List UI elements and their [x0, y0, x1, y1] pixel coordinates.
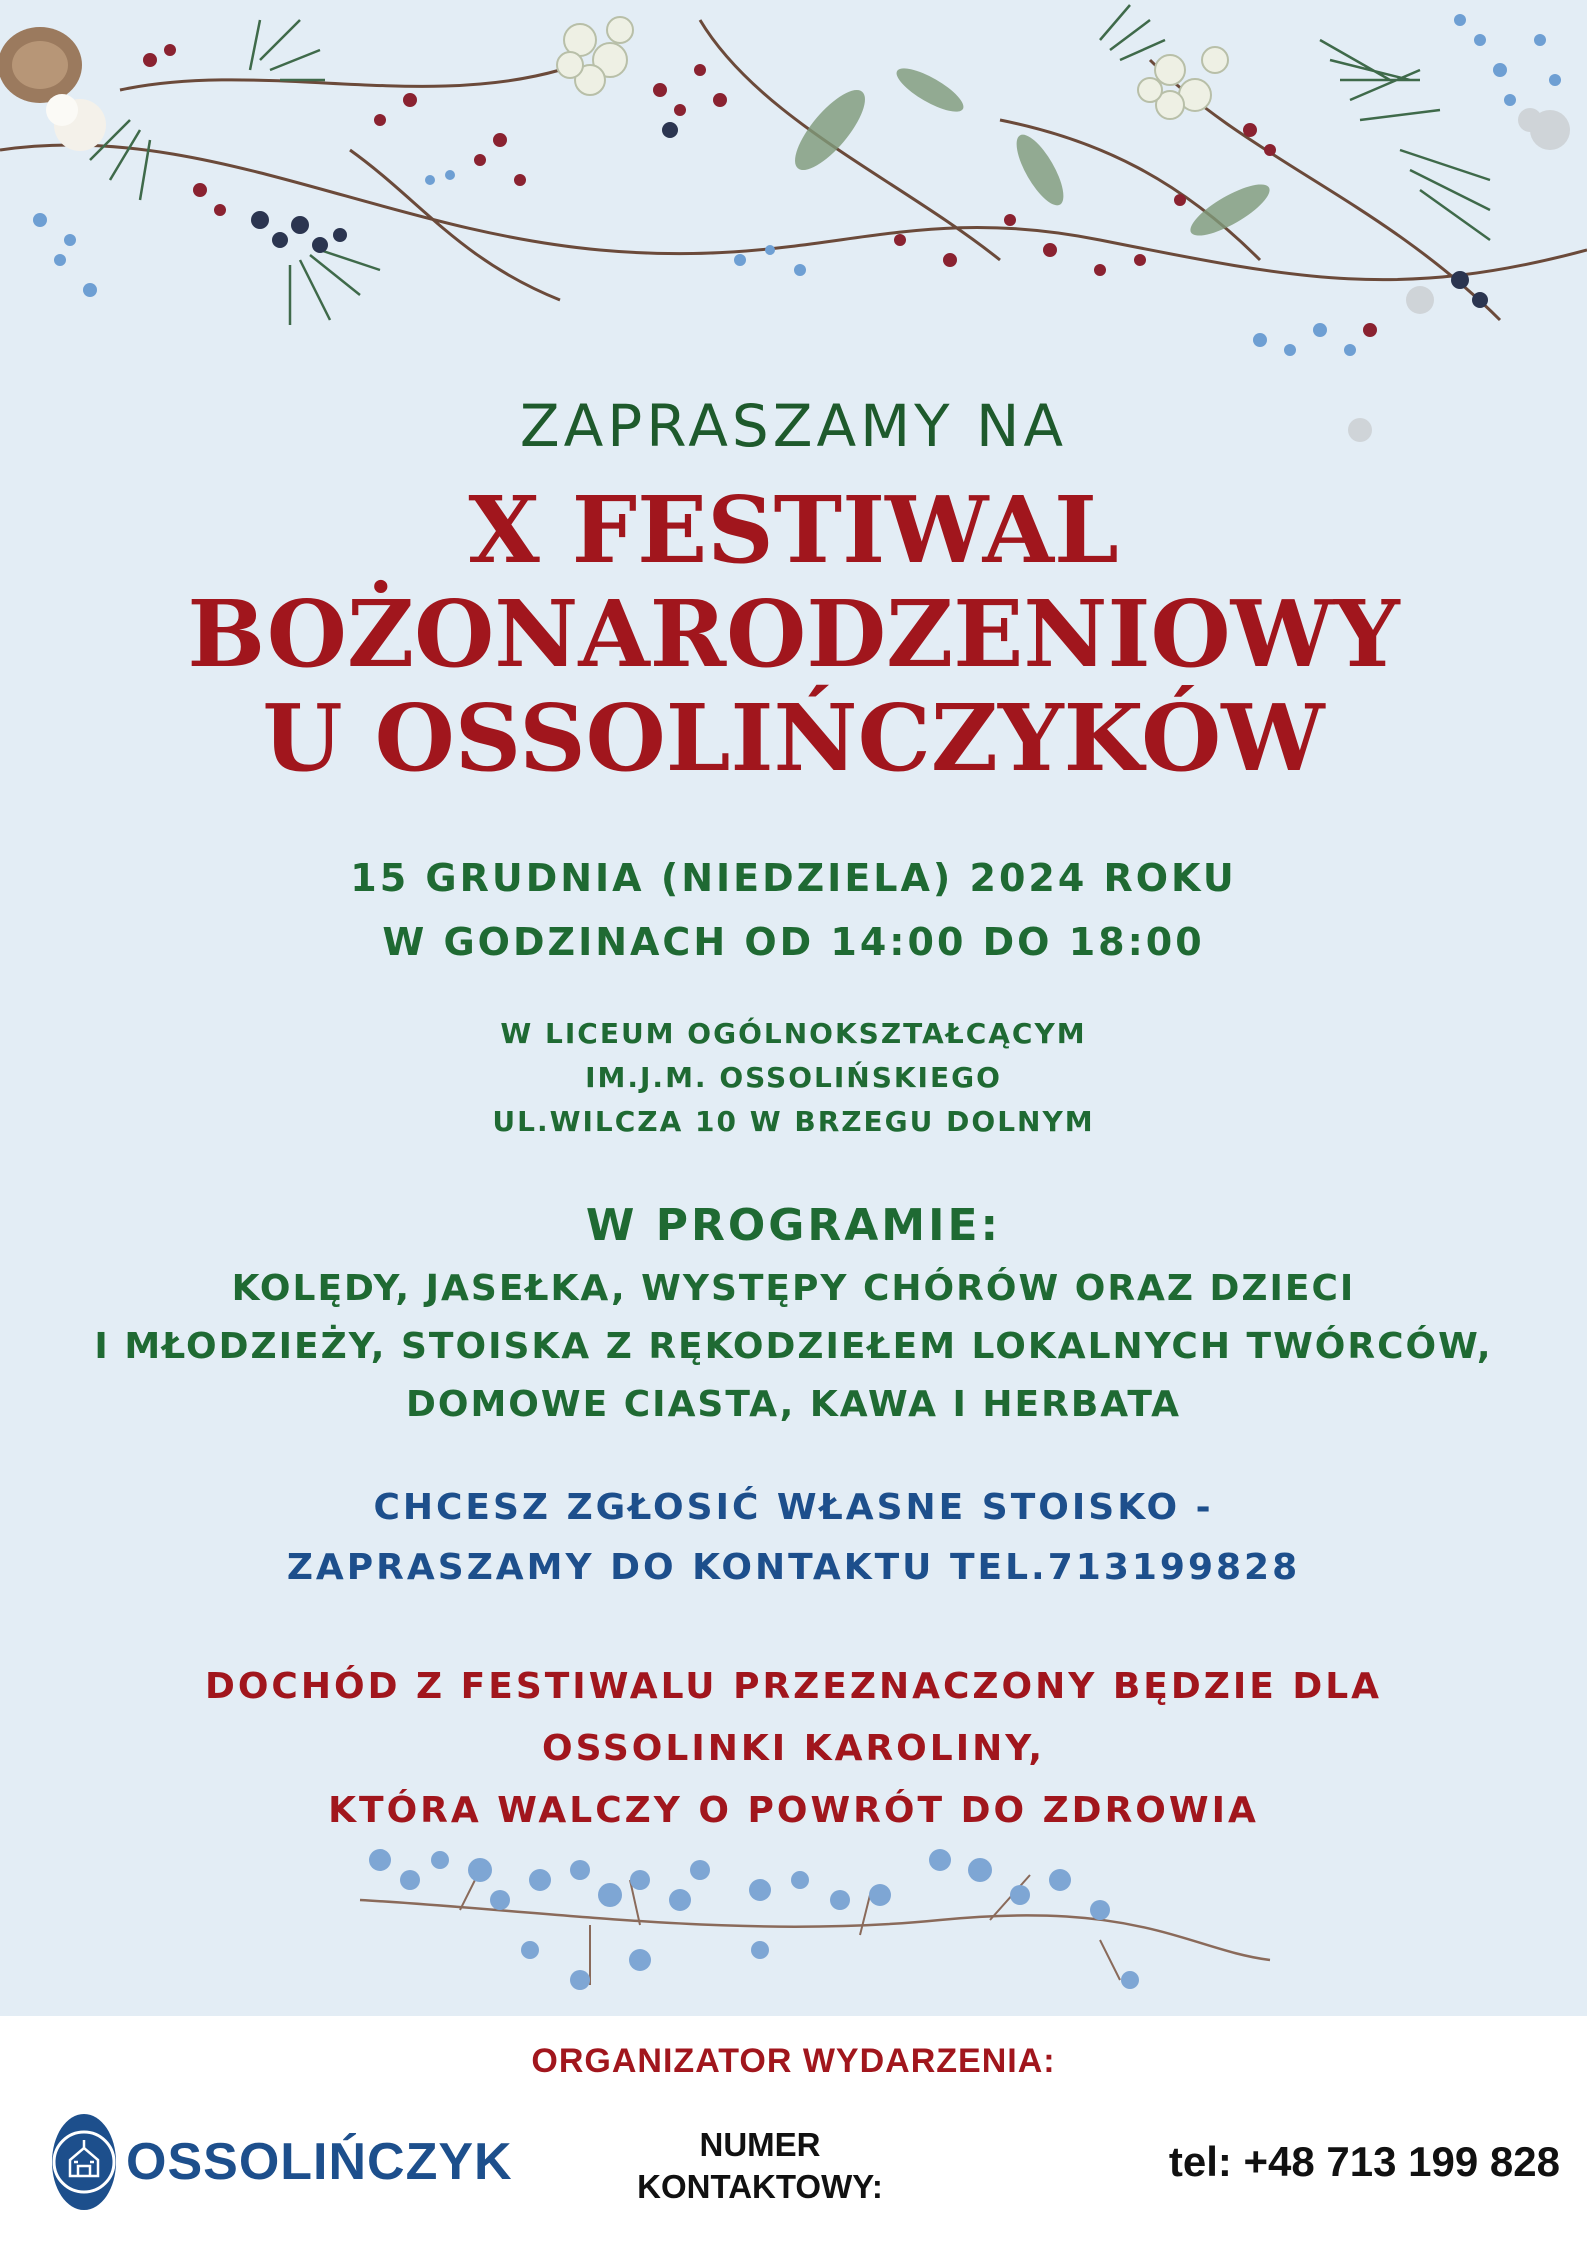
organizer-logo: [52, 2108, 512, 2216]
festival-title: [0, 478, 1587, 790]
event-date: [0, 846, 1587, 974]
festival-title-line: U OSSOLIŃCZYKÓW: [262, 684, 1325, 792]
footer: [0, 2016, 1587, 2245]
ossolinczyk-logo-icon: [52, 2114, 116, 2210]
phone-number: tel: +48 713 199 828: [1168, 2138, 1560, 2185]
program-line: I MŁODZIEŻY, STOISKA Z RĘKODZIEŁEM LOKALNYCH TWÓRCÓW,: [94, 1326, 1493, 1367]
venue-line: IM.J.M. OSSOLIŃSKIEGO: [585, 1061, 1002, 1094]
program-line: KOLĘDY, JASEŁKA, WYSTĘPY CHÓRÓW ORAZ DZIECI: [231, 1268, 1356, 1309]
program-line: DOMOWE CIASTA, KAWA I HERBATA: [406, 1384, 1181, 1425]
festival-title-line: X FESTIWAL: [468, 476, 1119, 584]
blue-berry-branch-icon: [340, 1840, 1280, 1990]
contact-number-label-line: NUMER: [699, 2126, 821, 2163]
festival-title-line: BOŻONARODZENIOWY: [187, 580, 1400, 688]
contact-number-label: [620, 2124, 900, 2208]
contact-number-label-line: KONTAKTOWY:: [637, 2168, 883, 2205]
income-line: OSSOLINKI KAROLINY,: [541, 1728, 1046, 1769]
logo-text: OSSOLIŃCZYK: [126, 2133, 513, 2191]
stall-contact: [0, 1478, 1587, 1598]
program-heading: W PROGRAMIE:: [585, 1200, 1002, 1251]
venue-line: UL.WILCZA 10 W BRZEGU DOLNYM: [492, 1105, 1095, 1138]
contact-line: ZAPRASZAMY DO KONTAKTU TEL.713199828: [286, 1547, 1301, 1588]
income-line: KTÓRA WALCZY O POWRÓT DO ZDROWIA: [328, 1790, 1259, 1831]
income-purpose: [0, 1656, 1587, 1842]
event-date-line: 15 GRUDNIA (NIEDZIELA) 2024 ROKU: [350, 856, 1237, 900]
event-time-line: W GODZINACH OD 14:00 DO 18:00: [382, 920, 1205, 964]
program-list: [0, 1260, 1587, 1434]
invite-heading: ZAPRASZAMY NA: [519, 392, 1068, 460]
event-venue: [0, 1012, 1587, 1144]
contact-line: CHCESZ ZGŁOSIĆ WŁASNE STOISKO -: [373, 1487, 1214, 1528]
income-line: DOCHÓD Z FESTIWALU PRZEZNACZONY BĘDZIE DLA: [204, 1666, 1383, 1707]
venue-line: W LICEUM OGÓLNOKSZTAŁCĄCYM: [500, 1017, 1087, 1050]
organizer-label: ORGANIZATOR WYDARZENIA:: [531, 2042, 1056, 2080]
